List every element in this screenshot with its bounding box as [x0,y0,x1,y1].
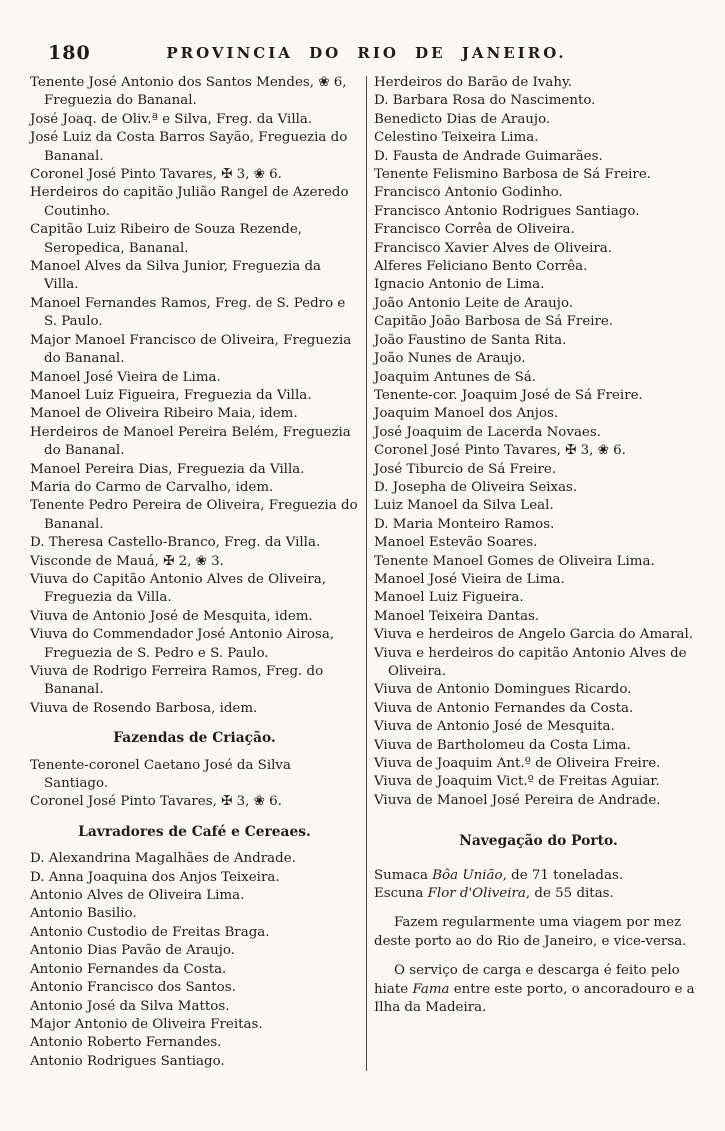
directory-entry: Ignacio Antonio de Lima. [374,277,545,293]
directory-entry: Coronel José Pinto Tavares, ✠ 3, ❀ 6. [30,167,282,183]
page-title: PROVINCIA DO RIO DE JANEIRO. [166,44,567,62]
directory-entry: D. Theresa Castello-Branco, Freg. da Villa. [30,535,321,551]
directory-entry: D. Fausta de Andrade Guimarães. [374,148,603,164]
directory-entry: Viuva de Bartholomeu da Costa Lima. [374,737,631,753]
directory-entry: Viuva de Antonio José de Mesquita. [374,719,615,735]
directory-entry: Manoel José Vieira de Lima. [30,369,221,385]
directory-entry: Viuva de Rosendo Barbosa, idem. [30,700,258,716]
right-column [367,74,703,1071]
directory-entry: Viuva do Capitão Antonio Alves de Oliveira, Freguezia da Villa. [30,571,327,606]
directory-entry: Antonio Basilio. [30,906,137,922]
directory-entry: José Joaq. de Oliv.ª e Silva, Freg. da Villa. [30,111,313,127]
page-header [30,42,703,68]
section-heading: Fazendas de Criação. [113,730,276,747]
directory-entry: Joaquim Antunes de Sá. [374,369,536,385]
directory-entry: Capitão João Barbosa de Sá Freire. [374,314,614,330]
directory-entry: Tenente-coronel Caetano José da Silva Santiago. [30,757,291,792]
body-paragraph: O serviço de carga e descarga é feito pelo hiate Fama entre este porto, o ancoradouro e a Ilha da Madeira. [374,963,695,1016]
section-heading: Lavradores de Café e Cereaes. [78,823,311,840]
directory-entry: Manoel Luiz Figueira. [374,590,524,606]
two-column-layout [30,74,703,1071]
directory-entry: Luiz Manoel da Silva Leal. [374,498,554,514]
directory-entry: Viuva de Antonio Fernandes da Costa. [374,700,634,716]
directory-entry: João Faustino de Santa Rita. [374,332,567,348]
page-number: 180 [48,42,91,64]
directory-entry: Tenente-cor. Joaquim José de Sá Freire. [374,387,643,403]
directory-entry: Manoel Fernandes Ramos, Freg. de S. Pedro e S. Paulo. [30,295,346,330]
directory-entry: Alferes Feliciano Bento Corrêa. [374,259,588,275]
directory-entry: Joaquim Manoel dos Anjos. [374,406,559,422]
vessel-entry: Escuna Flor d'Oliveira, de 55 ditas. [374,886,614,902]
section-heading: Navegação do Porto. [459,833,618,850]
directory-entry: Manoel José Vieira de Lima. [374,571,565,587]
directory-entry: Francisco Antonio Rodrigues Santiago. [374,203,640,219]
directory-entry: Herdeiros do Barão de Ivahy. [374,75,573,90]
directory-entry: Viuva do Commendador José Antonio Airosa, Freguezia de S. Pedro e S. Paulo. [30,627,335,661]
directory-entry: Antonio José da Silva Mattos. [30,998,230,1014]
directory-entry: João Nunes de Araujo. [374,351,526,367]
directory-entry: José Joaquim de Lacerda Novaes. [374,424,601,440]
directory-entry: Viuva e herdeiros do capitão Antonio Alves de Oliveira. [374,645,687,679]
directory-entry: Viuva de Antonio Domingues Ricardo. [374,682,632,698]
directory-entry: D. Anna Joaquina dos Anjos Teixeira. [30,869,280,885]
directory-entry: Antonio Alves de Oliveira Lima. [30,888,245,904]
directory-entry: Francisco Xavier Alves de Oliveira. [374,240,612,256]
directory-entry: Antonio Fernandes da Costa. [30,961,227,977]
directory-entry: Francisco Corrêa de Oliveira. [374,222,575,238]
directory-entry: Capitão Luiz Ribeiro de Souza Rezende, Seropedica, Bananal. [30,222,303,256]
directory-entry: Manoel Estevão Soares. [374,535,538,551]
directory-entry: João Antonio Leite de Araujo. [374,295,574,311]
directory-entry: Major Manoel Francisco de Oliveira, Freguezia do Bananal. [30,332,352,367]
directory-entry: Viuva de Antonio José de Mesquita, idem. [30,608,313,624]
directory-entry: Major Antonio de Oliveira Freitas. [30,1016,263,1032]
directory-entry: Antonio Custodio de Freitas Braga. [30,924,270,940]
directory-entry: José Luiz da Costa Barros Sayão, Freguezia do Bananal. [30,130,348,164]
directory-entry: D. Barbara Rosa do Nascimento. [374,93,596,109]
directory-entry: Antonio Francisco dos Santos. [30,980,236,996]
directory-entry: D. Josepha de Oliveira Seixas. [374,479,578,495]
directory-entry: Coronel José Pinto Tavares, ✠ 3, ❀ 6. [30,794,282,810]
directory-entry: Viuva de Manoel José Pereira de Andrade. [374,792,661,808]
directory-entry: Manoel de Oliveira Ribeiro Maia, idem. [30,406,298,422]
directory-entry: Maria do Carmo de Carvalho, idem. [30,479,274,495]
left-column [30,74,366,1071]
directory-entry: Viuva de Joaquim Vict.º de Freitas Aguiar. [374,774,660,790]
directory-entry: Antonio Dias Pavão de Araujo. [30,943,236,959]
directory-entry: Tenente Pedro Pereira de Oliveira, Freguezia do Bananal. [30,498,358,532]
directory-entry: Visconde de Mauá, ✠ 2, ❀ 3. [30,553,224,569]
directory-entry: D. Maria Monteiro Ramos. [374,516,555,532]
directory-entry: Antonio Rodrigues Santiago. [30,1053,225,1069]
directory-entry: Benedicto Dias de Araujo. [374,111,551,127]
directory-entry: Viuva de Joaquim Ant.º de Oliveira Freire. [374,756,661,772]
directory-entry: Manoel Luiz Figueira, Freguezia da Villa. [30,387,312,403]
directory-entry: Manoel Teixeira Dantas. [374,608,540,624]
vessel-entry: Sumaca Bôa União, de 71 toneladas. [374,867,624,883]
directory-entry: Antonio Roberto Fernandes. [30,1035,222,1051]
directory-entry: Francisco Antonio Godinho. [374,185,563,201]
directory-entry: Celestino Teixeira Lima. [374,130,539,146]
body-paragraph: Fazem regularmente uma viagem por mez deste porto ao do Rio de Janeiro, e vice-versa. [374,915,687,949]
directory-entry: Tenente Manoel Gomes de Oliveira Lima. [374,553,655,569]
directory-entry: José Tiburcio de Sá Freire. [374,461,557,477]
directory-entry: D. Alexandrina Magalhães de Andrade. [30,851,296,867]
directory-entry: Viuva e herdeiros de Angelo Garcia do Amaral. [374,627,694,643]
directory-entry: Herdeiros do capitão Julião Rangel de Azeredo Coutinho. [30,185,349,219]
directory-entry: Tenente Felismino Barbosa de Sá Freire. [374,167,652,183]
directory-entry: Tenente José Antonio dos Santos Mendes, ❀ 6, Freguezia do Bananal. [30,75,347,109]
directory-entry: Viuva de Rodrigo Ferreira Ramos, Freg. do Bananal. [30,664,324,698]
directory-entry: Herdeiros de Manoel Pereira Belém, Freguezia do Bananal. [30,424,351,459]
directory-entry: Manoel Pereira Dias, Freguezia da Villa. [30,461,305,477]
directory-entry: Coronel José Pinto Tavares, ✠ 3, ❀ 6. [374,443,626,459]
directory-entry: Manoel Alves da Silva Junior, Freguezia da Villa. [30,259,322,293]
